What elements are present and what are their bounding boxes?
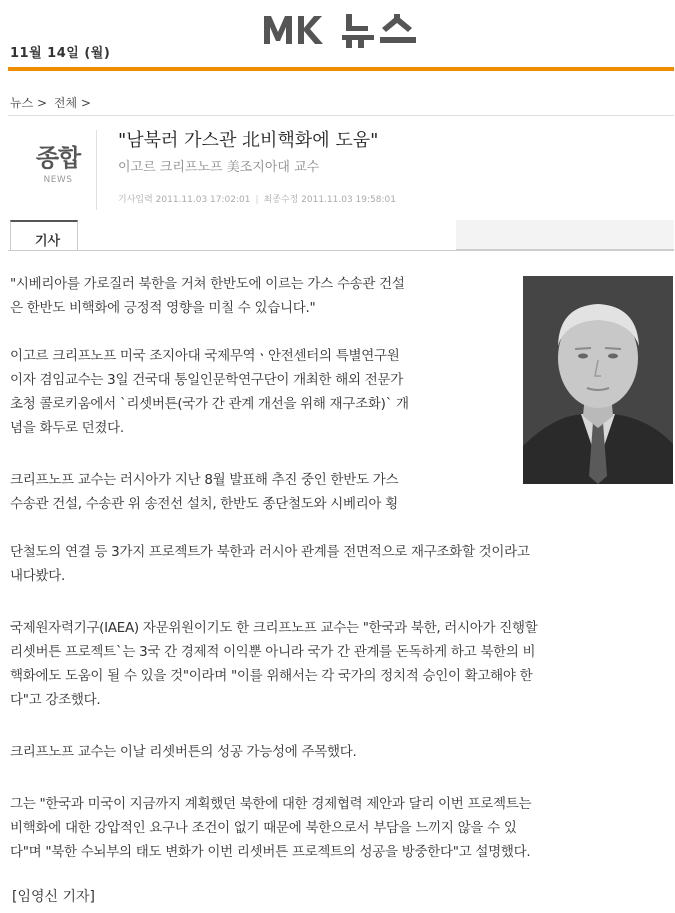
tab-article-label: 기사 [35, 234, 61, 249]
date-label: 11월 14일 (월) [10, 46, 111, 61]
article-paragraph [10, 468, 398, 516]
section-label [18, 138, 98, 185]
article-line: 크리프노프 교수는 이날 리셋버튼의 성공 가능성에 주목했다. [10, 744, 357, 760]
article-meta [118, 192, 396, 205]
breadcrumb [10, 94, 94, 111]
article-line: 수송관 건설, 수송관 위 송전선 설치, 한반도 종단철도와 시베리아 횡 [10, 496, 398, 512]
article-paragraph [10, 792, 531, 864]
article-line: 국제원자력기구(IAEA) 자문위원이기도 한 크리프노프 교수는 "한국과 북한, 러시아가 진행할 [10, 620, 538, 636]
article-paragraph [10, 540, 530, 588]
published-date: 기사입력 2011.11.03 17:02:01 [118, 195, 251, 205]
divider [96, 130, 97, 210]
section-label-en: NEWS [43, 175, 73, 185]
article-subtitle: 이고르 크리프노프 美조지아대 교수 [118, 160, 320, 175]
breadcrumb-news[interactable]: 뉴스 > [10, 96, 48, 110]
header-accent-bar [8, 67, 674, 71]
article-line: 은 한반도 비핵화에 긍정적 영향을 미칠 수 있습니다." [10, 300, 316, 316]
article-paragraph [10, 740, 356, 764]
article-title: "남북러 가스관 北비핵화에 도움" [118, 130, 379, 151]
article-paragraph [10, 616, 537, 712]
divider [8, 115, 674, 116]
article-line: "시베리아를 가로질러 북한을 거쳐 한반도에 이르는 가스 수송관 건설 [10, 276, 405, 292]
article-line: 크리프노프 교수는 러시아가 지난 8월 발표해 추진 중인 한반도 가스 [10, 472, 399, 488]
tab-bar-fill [456, 220, 674, 250]
meta-separator: | [255, 195, 259, 205]
article-paragraph [10, 344, 409, 440]
article-line: 이자 겸임교수는 3일 건국대 통일인문학연구단이 개최한 해외 전문가 [10, 372, 403, 388]
article-line: 비핵화에 대한 강압적인 요구나 조건이 없기 때문에 북한으로서 부담을 느끼지 않을 수 있 [10, 820, 517, 836]
portrait-photo [523, 276, 673, 484]
article-line: 다"고 강조했다. [10, 692, 101, 708]
modified-date: 최종수정 2011.11.03 19:58:01 [263, 195, 396, 205]
tab-underline [8, 250, 674, 251]
article-line: 이고르 크리프노프 미국 조지아대 국제무역ㆍ안전센터의 특별연구원 [10, 348, 400, 364]
breadcrumb-all[interactable]: 전체 > [53, 96, 91, 110]
article-line: 단철도의 연결 등 3가지 프로젝트가 북한과 러시아 관계를 전면적으로 재구조화할 것이라고 [10, 544, 530, 560]
article-paragraph [10, 272, 405, 320]
tab-bar [8, 220, 674, 250]
tab-article[interactable] [10, 220, 78, 250]
page-header [0, 0, 675, 72]
article-line: 그는 "한국과 미국이 지금까지 계획했던 북한에 대한 경제협력 제안과 달리 이번 프로젝트는 [10, 796, 532, 812]
article-line: 념을 화두로 던졌다. [10, 420, 124, 436]
article-line: 핵화에도 도움이 될 수 있을 것"이라며 "이를 위해서는 각 국가의 정치적 승인이 확고해야 한 [10, 668, 533, 684]
article-line: 초청 콜로키움에서 `리셋버튼(국가 간 관계 개선을 위해 재구조화)` 개 [10, 396, 409, 412]
article-line: 리셋버튼 프로젝트`는 3국 간 경제적 이익뿐 아니라 국가 간 관계를 돈독하게 하고 북한의 비 [10, 644, 536, 660]
reporter-byline: [임영신 기자] [12, 889, 95, 905]
article-line: 다"며 "북한 수뇌부의 태도 변화가 이번 리셋버튼 프로젝트의 성공을 방중한다"고 설명했다. [10, 844, 531, 860]
mk-news-logo[interactable] [262, 8, 432, 50]
article-line: 내다봤다. [10, 568, 65, 584]
section-label-kr: 종합 [35, 144, 81, 172]
